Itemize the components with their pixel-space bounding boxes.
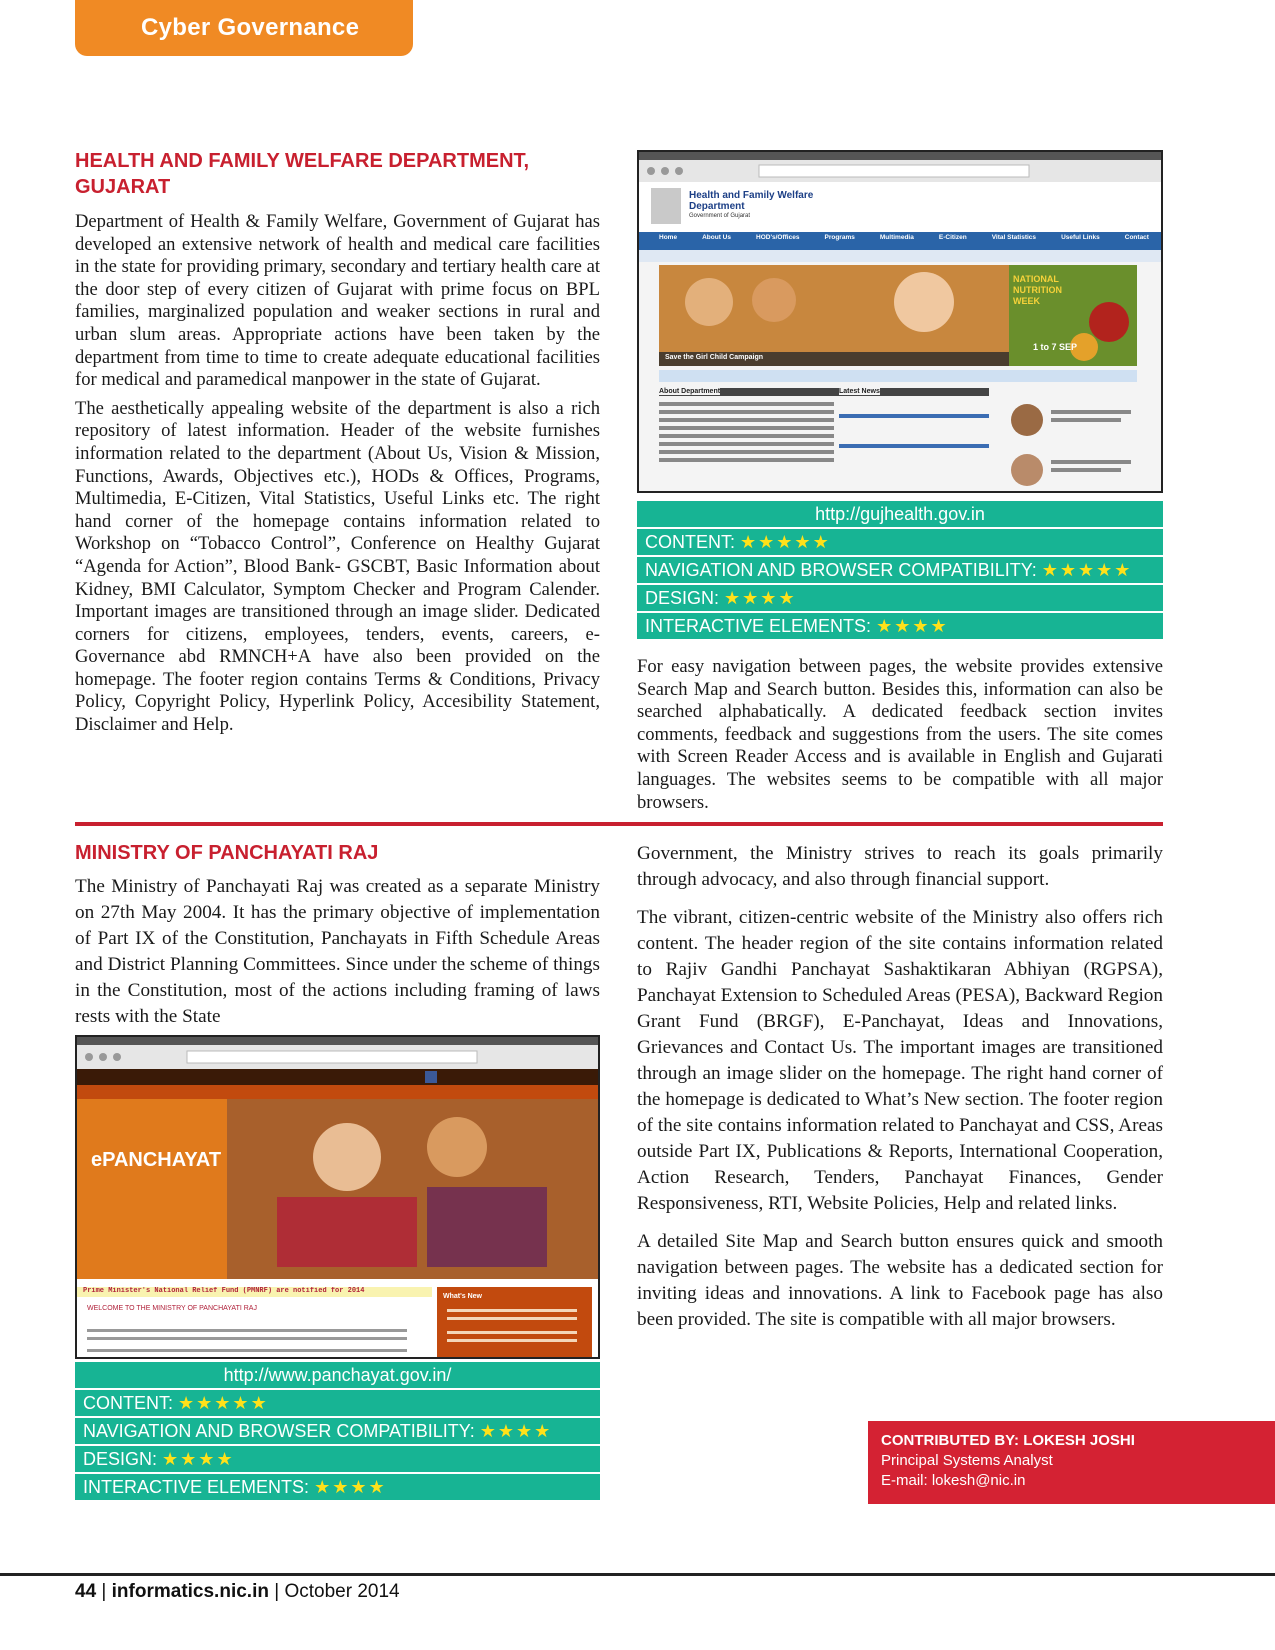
design-rating-row xyxy=(75,1446,600,1472)
article1-right-column xyxy=(637,656,1163,814)
panchayat-news-ticker: Prime Minister's National Relief Fund (PMNRF) are notified for 2014 xyxy=(83,1287,365,1295)
interactive-rating-label: INTERACTIVE ELEMENTS: xyxy=(645,616,872,636)
content-rating-label: CONTENT: xyxy=(83,1393,173,1413)
gujhealth-website-screenshot xyxy=(637,150,1163,493)
navigation-rating-label: NAVIGATION AND BROWSER COMPATIBILITY: xyxy=(645,560,1037,580)
interactive-rating-row xyxy=(75,1474,600,1500)
content-rating-row xyxy=(637,529,1163,555)
gujhealth-nav-item: Multimedia xyxy=(879,234,914,241)
contributor-role: Principal Systems Analyst xyxy=(881,1452,1053,1469)
gujhealth-side-banner: NATIONAL NUTRITION WEEK xyxy=(1013,274,1062,306)
gujhealth-nav-item: Vital Statistics xyxy=(991,234,1037,241)
footer-site: informatics.nic.in xyxy=(111,1581,269,1602)
content-star-icons: ★★★★★ xyxy=(740,532,831,552)
panchayat-welcome-text: WELCOME TO THE MINISTRY OF PANCHAYATI RAJ xyxy=(87,1305,257,1312)
panchayat-rating-table xyxy=(75,1362,600,1502)
gujhealth-banner-caption: Save the Girl Child Campaign xyxy=(665,354,764,361)
navigation-rating-row xyxy=(637,557,1163,583)
panchayat-url: http://www.panchayat.gov.in/ xyxy=(75,1362,600,1388)
article-divider xyxy=(75,822,1163,826)
gujhealth-nav-bar xyxy=(659,234,1149,241)
interactive-rating-label: INTERACTIVE ELEMENTS: xyxy=(83,1477,310,1497)
gujhealth-news-heading: Latest News xyxy=(839,388,880,395)
design-rating-label: DESIGN: xyxy=(645,588,720,608)
contributor-name: CONTRIBUTED BY: LOKESH JOSHI xyxy=(881,1432,1135,1449)
contributor-email: E-mail: lokesh@nic.in xyxy=(881,1472,1026,1489)
design-star-icons: ★★★★ xyxy=(162,1449,235,1469)
footer-date: October 2014 xyxy=(284,1581,400,1602)
navigation-rating-label: NAVIGATION AND BROWSER COMPATIBILITY: xyxy=(83,1421,475,1441)
interactive-star-icons: ★★★★ xyxy=(314,1477,387,1497)
article2-title: MINISTRY OF PANCHAYATI RAJ xyxy=(75,842,379,864)
gujhealth-nav-item: Useful Links xyxy=(1061,234,1100,241)
interactive-star-icons: ★★★★ xyxy=(876,616,949,636)
page-number: 44 xyxy=(75,1581,97,1602)
article2-right-column xyxy=(637,841,1163,1333)
interactive-rating-row xyxy=(637,613,1163,639)
article2-paragraph-4: A detailed Site Map and Search button ensures quick and smooth navigation between pages. The website has a dedicated section for inviting ideas and innovations. A link to Facebook page has also been provided. The site is compatible with all major browsers. xyxy=(637,1231,1163,1330)
article1-paragraph-3: For easy navigation between pages, the website provides extensive Search Map and Search button. Besides this, information can also be searched alphabatically. A dedicated feedback section invites comments, feedback and suggestions from the users. The site comes with Screen Reader Access and is available in English and Gujarati languages. The websites seems to be compatible with all major browsers. xyxy=(637,656,1163,813)
navigation-star-icons: ★★★★ xyxy=(479,1421,553,1441)
gujhealth-rating-table xyxy=(637,501,1163,641)
content-star-icons: ★★★★★ xyxy=(178,1393,269,1413)
article2-left-column xyxy=(75,840,600,1030)
gujhealth-site-title: Health and Family Welfare Department xyxy=(689,190,814,212)
navigation-star-icons: ★★★★★ xyxy=(1041,560,1133,580)
content-rating-row xyxy=(75,1390,600,1416)
contributor-box xyxy=(868,1421,1275,1504)
gujhealth-url: http://gujhealth.gov.in xyxy=(637,501,1163,527)
footer-rule xyxy=(0,1573,1275,1576)
panchayat-whats-new-heading: What's New xyxy=(443,1293,483,1300)
gujhealth-side-banner-date: 1 to 7 SEP xyxy=(1033,342,1078,352)
article1-paragraph-1: Department of Health & Family Welfare, Government of Gujarat has developed an extensive network of health and medical care facilities in the state for providing primary, secondary and tertiary health care at the door step of every citizen of Gujarat with prime focus on BPL families, marginalized population and weaker sections in rural and urban slum areas. Appropriate actions have been taken by the department from time to time to create adequate educational facilities for medical and paramedical manpower in the state of Gujarat. xyxy=(75,211,600,391)
page-footer: 44 | informatics.nic.in | October 2014 xyxy=(75,1581,400,1602)
design-rating-label: DESIGN: xyxy=(83,1449,158,1469)
gujhealth-about-heading: About Department xyxy=(659,388,721,395)
gujhealth-nav-item: Programs xyxy=(824,234,855,241)
panchayat-website-screenshot xyxy=(75,1035,600,1359)
article2-paragraph-3: The vibrant, citizen-centric website of the Ministry also offers rich content. The header region of the site contains information related to Rajiv Gandhi Panchayat Sashaktikaran Abhiyan (RGPSA), Panchayat Extension to Scheduled Areas (PESA), Backward Region Grant Fund (BRGF), E-Panchayat, Ideas and Innovations, Grievances and Contact Us. The important images are transitioned through an image slider on the homepage. The right hand corner of the homepage is dedicated to What’s New section. The footer region of the site contains information related to Panchayat and CSS, Areas outside Part IX, Publications & Reports, International Cooperation, Action Research, Tenders, Panchayat Finances, Gender Responsiveness, RTI, Website Policies, Help and related links. xyxy=(637,907,1163,1214)
section-tab: Cyber Governance xyxy=(75,0,413,56)
gujhealth-nav-item: E-Citizen xyxy=(938,234,967,241)
article2-paragraph-2: Government, the Ministry strives to reach its goals primarily through advocacy, and also through financial support. xyxy=(637,843,1163,890)
gujhealth-site-subtitle: Government of Gujarat xyxy=(689,213,751,219)
navigation-rating-row xyxy=(75,1418,600,1444)
article1-left-column xyxy=(75,148,600,737)
article1-paragraph-2: The aesthetically appealing website of the department is also a rich repository of latest information. Header of the website furnishes information related to the department (About Us, Vision & Mission, Functions, Awards, Objectives etc.), HODs & Offices, Programs, Multimedia, E-Citizen, Vital Statistics, Useful Links etc. The right hand corner of the homepage contains information related to Workshop on “Tobacco Control”, Conference on Healthy Gujarat “Agenda for Action”, Blood Bank- GSCBT, Basic Information about Kidney, BMI Calculator, Symptom Checker and Program Calender. Important images are transitioned through an image slider. Dedicated corners for citizens, employees, tenders, events, careers, e-Governance abd RMNCH+A have also been provided on the homepage. The footer region contains Terms & Conditions, Privacy Policy, Copyright Policy, Hyperlink Policy, Accesibility Statement, Disclaimer and Help. xyxy=(75,397,600,736)
gujhealth-nav-item: About Us xyxy=(702,234,731,241)
epanchayat-logo: ePANCHAYAT xyxy=(91,1149,222,1171)
content-rating-label: CONTENT: xyxy=(645,532,735,552)
design-rating-row xyxy=(637,585,1163,611)
gujhealth-nav-item: Contact xyxy=(1124,234,1149,241)
design-star-icons: ★★★★ xyxy=(724,588,797,608)
gujhealth-nav-item: HOD's/Offices xyxy=(756,234,800,241)
article2-paragraph-1: The Ministry of Panchayati Raj was created as a separate Ministry on 27th May 2004. It has the primary objective of implementation of Part IX of the Constitution, Panchayats in Fifth Schedule Areas and District Planning Committees. Since under the scheme of things in the Constitution, most of the actions including framing of laws rests with the State xyxy=(75,876,600,1027)
gujhealth-nav-item: Home xyxy=(659,234,678,241)
article1-title: HEALTH AND FAMILY WELFARE DEPARTMENT, GUJARAT xyxy=(75,150,530,198)
